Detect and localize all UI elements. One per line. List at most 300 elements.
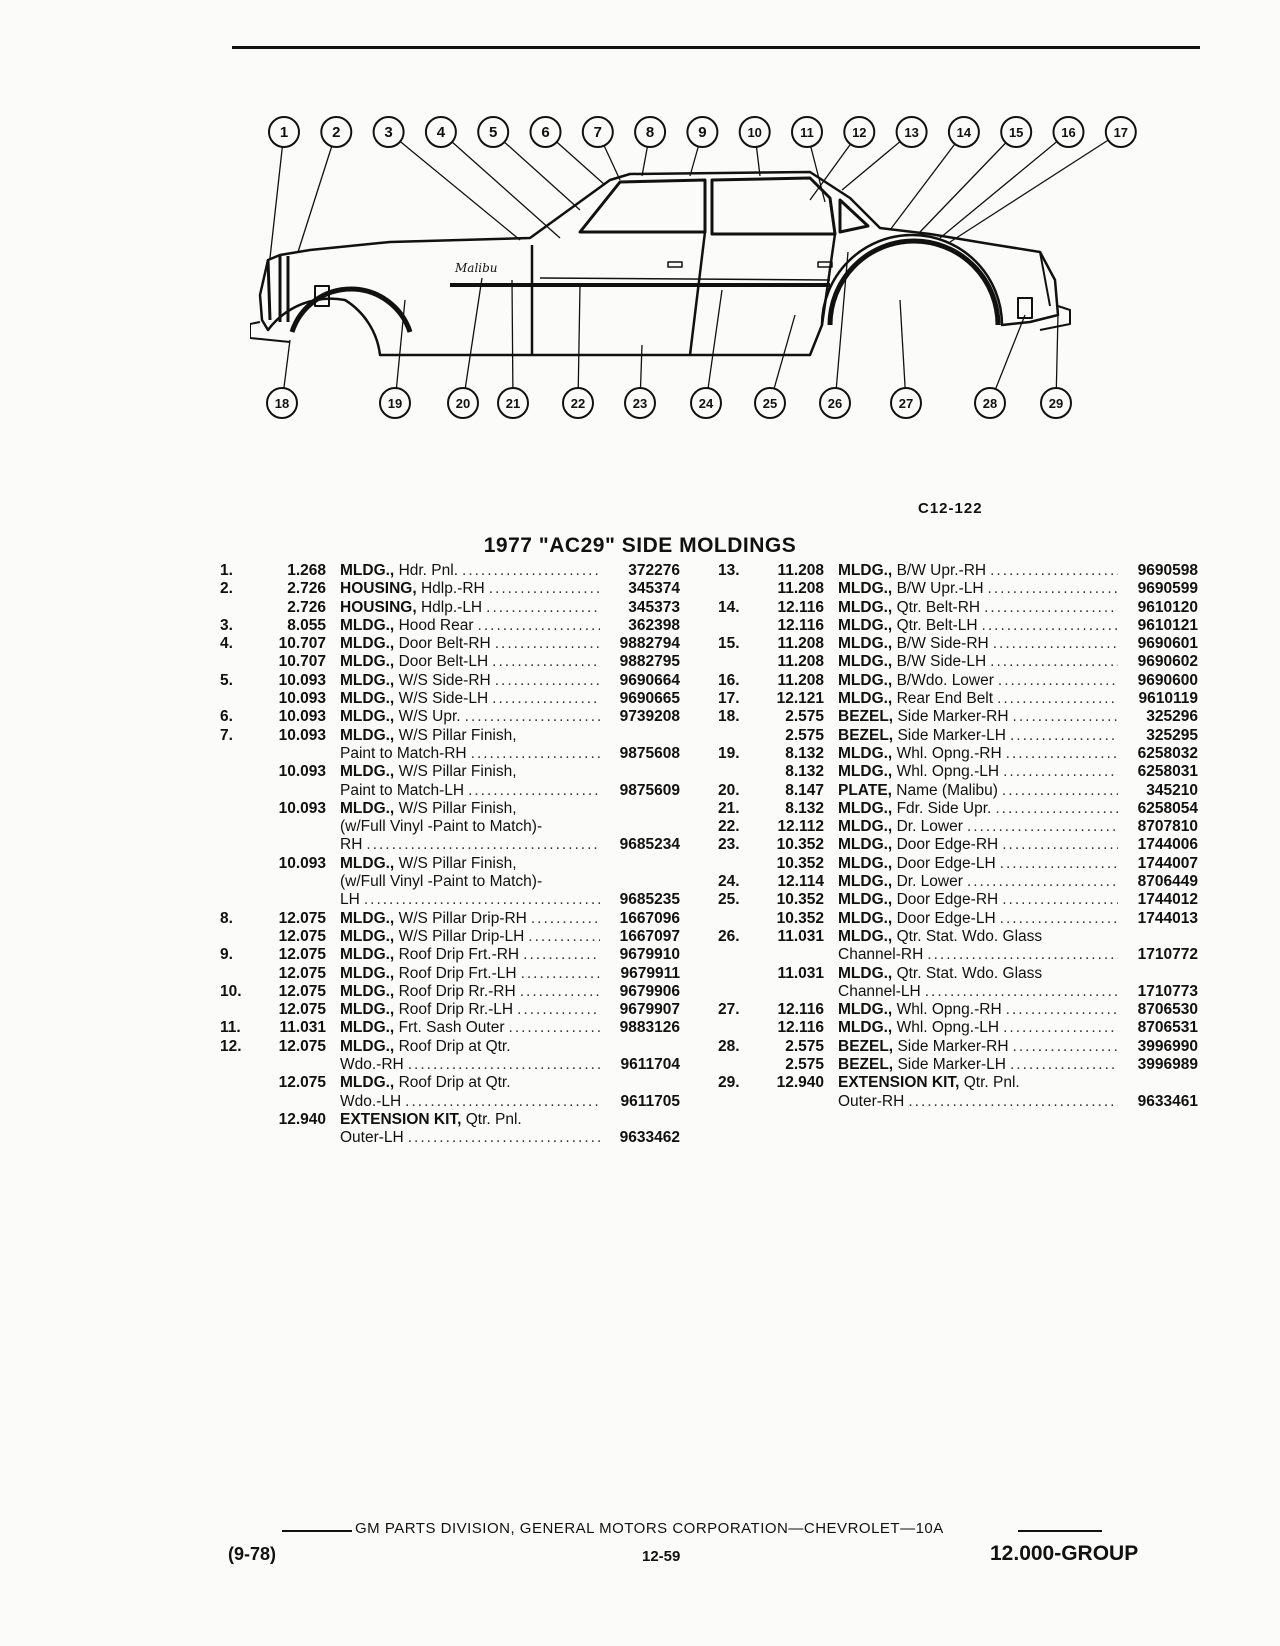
part-description: Channel-LH (838, 982, 921, 1000)
part-name: MLDG., (838, 854, 893, 872)
parts-row (220, 1093, 680, 1111)
dot-leader (520, 983, 600, 1001)
dot-leader (908, 1093, 1118, 1111)
callout-label: 24 (698, 396, 714, 411)
part-description: W/S Upr. (398, 708, 461, 726)
dot-leader (995, 800, 1118, 818)
part-name: MLDG., (340, 1037, 395, 1055)
part-name: MLDG., (340, 982, 395, 1000)
callout-label: 22 (570, 396, 586, 411)
leader-line (890, 132, 964, 230)
part-number: 345210 (1146, 781, 1198, 799)
item-number: 2. (220, 580, 233, 598)
callout-label: 29 (1048, 396, 1064, 411)
callout-label: 13 (904, 125, 919, 140)
part-name: HOUSING, (340, 580, 417, 598)
part-name-bold (340, 690, 394, 708)
part-number: 3996990 (1137, 1037, 1198, 1055)
callout-label: 17 (1113, 125, 1129, 140)
dot-leader (982, 617, 1118, 635)
footer-date: (9-78) (228, 1544, 277, 1564)
parts-row (220, 580, 680, 598)
item-number: 11. (220, 1019, 241, 1037)
part-name: MLDG., (340, 927, 395, 945)
parts-row (718, 910, 1198, 928)
part-number: 9875608 (619, 744, 680, 762)
part-description: RH (340, 836, 363, 854)
part-number: 6258054 (1137, 799, 1198, 817)
part-number: 8706531 (1137, 1019, 1198, 1037)
part-name: MLDG., (838, 836, 893, 854)
item-number: 21. (718, 799, 740, 817)
group-number: 2.575 (785, 726, 824, 744)
group-number: 2.575 (785, 708, 824, 726)
group-number: 8.132 (785, 744, 824, 762)
part-description: W/S Side-RH (398, 671, 491, 689)
parts-row (220, 873, 680, 891)
leader-line (706, 290, 722, 403)
group-number: 10.093 (278, 854, 326, 872)
group-number: 10.352 (776, 891, 824, 909)
part-name-bold (340, 562, 394, 580)
dot-leader (998, 672, 1118, 690)
part-number: 9685234 (619, 836, 680, 854)
item-number: 22. (718, 818, 740, 836)
part-description: Outer-RH (838, 1092, 905, 1110)
item-number: 20. (718, 781, 740, 799)
item-number: 5. (220, 671, 233, 689)
part-name: MLDG., (340, 671, 395, 689)
parts-row (718, 800, 1198, 818)
part-number: 9690664 (619, 671, 680, 689)
part-description: Qtr. Stat. Wdo. Glass (896, 927, 1043, 945)
part-name-bold (838, 928, 892, 946)
item-number: 29. (718, 1074, 740, 1092)
parts-row (220, 836, 680, 854)
group-number: 12.075 (278, 1074, 326, 1092)
group-number: 12.075 (278, 964, 326, 982)
part-description: Whl. Opng.-LH (896, 1019, 1000, 1037)
part-name: MLDG., (340, 1074, 395, 1092)
part-description: Roof Drip Rr.-RH (398, 982, 516, 1000)
part-description: B/W Upr.-LH (896, 580, 984, 598)
callout-label: 6 (541, 124, 550, 141)
part-name-bold (340, 580, 417, 598)
part-description: Side Marker-RH (897, 1037, 1009, 1055)
dot-leader (492, 653, 600, 671)
parts-row (220, 1129, 680, 1147)
item-number: 1. (220, 562, 233, 579)
dot-leader (468, 782, 600, 800)
dot-leader (1013, 708, 1118, 726)
part-description: Name (Malibu) (896, 781, 998, 799)
item-number: 13. (718, 562, 740, 579)
item-number: 14. (718, 598, 740, 616)
parts-row (718, 672, 1198, 690)
part-description: W/S Pillar Finish, (398, 854, 517, 872)
group-number: 10.707 (278, 653, 326, 671)
part-name-bold (340, 965, 394, 983)
part-name-bold (340, 672, 394, 690)
part-name-bold (838, 635, 892, 653)
part-description: B/W Side-RH (896, 635, 989, 653)
parts-row (718, 836, 1198, 854)
parts-row (718, 855, 1198, 873)
dot-leader (495, 672, 600, 690)
item-number: 16. (718, 671, 740, 689)
parts-row (220, 910, 680, 928)
item-number: 8. (220, 909, 233, 927)
item-number: 27. (718, 1001, 740, 1019)
group-number: 12.075 (278, 982, 326, 1000)
part-name: MLDG., (838, 562, 893, 579)
part-description: Door Edge-LH (896, 854, 996, 872)
part-description: Wdo.-LH (340, 1092, 402, 1110)
part-description: Rear End Belt (896, 690, 994, 708)
leader-line (950, 132, 1121, 242)
part-description: Roof Drip Rr.-LH (398, 1001, 514, 1019)
part-description: W/S Pillar Finish, (398, 763, 517, 781)
part-name: MLDG., (340, 616, 395, 634)
part-description: Dr. Lower (896, 818, 963, 836)
part-number: 6258031 (1137, 763, 1198, 781)
part-number: 1744007 (1137, 854, 1198, 872)
part-description: B/W Upr.-RH (896, 562, 987, 579)
part-number: 1667096 (619, 909, 680, 927)
dot-leader (1006, 1001, 1118, 1019)
part-name-bold (838, 653, 892, 671)
callout-label: 9 (698, 124, 707, 141)
part-number: 9690665 (619, 690, 680, 708)
top-rule (232, 46, 1200, 49)
callout-label: 4 (436, 124, 446, 141)
parts-row (718, 599, 1198, 617)
group-number: 2.575 (785, 1056, 824, 1074)
part-description: LH (340, 891, 360, 909)
parts-row (220, 800, 680, 818)
part-name-bold (340, 946, 394, 964)
part-number: 1744006 (1137, 836, 1198, 854)
dot-leader (1002, 782, 1118, 800)
group-number: 12.116 (777, 1019, 824, 1037)
part-name-bold (340, 635, 394, 653)
part-name-bold (838, 617, 892, 635)
malibu-script: Malibu (455, 261, 498, 275)
group-number: 12.075 (278, 946, 326, 964)
part-number: 9679910 (619, 946, 680, 964)
parts-row (718, 745, 1198, 763)
part-number: 8706449 (1137, 873, 1198, 891)
part-description: Roof Drip at Qtr. (398, 1037, 511, 1055)
group-number: 12.075 (278, 909, 326, 927)
part-name: EXTENSION KIT, (340, 1110, 462, 1128)
parts-row (718, 818, 1198, 836)
dot-leader (471, 745, 600, 763)
part-description: Door Belt-RH (398, 635, 491, 653)
parts-row (718, 1038, 1198, 1056)
part-description: Hood Rear (398, 616, 474, 634)
dot-leader (531, 910, 600, 928)
part-name: MLDG., (340, 653, 395, 671)
dot-leader (465, 708, 600, 726)
group-number: 12.075 (278, 1037, 326, 1055)
callout-label: 20 (455, 396, 471, 411)
figure-code: C12-122 (918, 500, 983, 517)
part-name-bold (838, 855, 892, 873)
part-description: Outer-LH (340, 1129, 404, 1147)
part-number: 3996989 (1137, 1056, 1198, 1074)
callout-label: 2 (332, 124, 341, 141)
part-name: MLDG., (838, 818, 893, 836)
part-description: (w/Full Vinyl -Paint to Match)- (340, 818, 543, 836)
part-description: W/S Pillar Finish, (398, 726, 517, 744)
parts-row (220, 690, 680, 708)
parts-row (220, 635, 680, 653)
dot-leader (517, 1001, 600, 1019)
callout-label: 15 (1008, 125, 1024, 140)
leader-line (940, 132, 1069, 238)
dot-leader (1002, 891, 1118, 909)
group-number: 8.147 (785, 781, 824, 799)
group-number: 12.116 (777, 1001, 824, 1019)
part-number: 9610120 (1137, 598, 1198, 616)
part-number: 6258032 (1137, 744, 1198, 762)
group-number: 10.093 (278, 671, 326, 689)
callout-label: 28 (982, 396, 998, 411)
dot-leader (1006, 745, 1118, 763)
part-name: MLDG., (340, 964, 395, 982)
part-name: HOUSING, (340, 598, 417, 616)
parts-row (220, 745, 680, 763)
leader-line (578, 285, 580, 403)
parts-row (718, 1001, 1198, 1019)
part-name-bold (838, 818, 892, 836)
part-number: 9882795 (619, 653, 680, 671)
part-description: Roof Drip Frt.-RH (398, 946, 520, 964)
part-number: 9685235 (619, 891, 680, 909)
item-number: 9. (220, 946, 233, 964)
item-number: 10. (220, 982, 242, 1000)
part-number: 345373 (628, 598, 680, 616)
item-number: 17. (718, 690, 740, 708)
group-number: 11.208 (777, 671, 824, 689)
dot-leader (528, 928, 600, 946)
part-name: MLDG., (340, 763, 395, 781)
group-number: 12.116 (777, 598, 824, 616)
part-name: MLDG., (838, 799, 893, 817)
part-name: MLDG., (838, 653, 893, 671)
dot-leader (462, 562, 600, 580)
item-number: 7. (220, 726, 233, 744)
part-name-bold (838, 873, 892, 891)
callout-label: 16 (1061, 125, 1076, 140)
part-number: 9882794 (619, 635, 680, 653)
part-name-bold (340, 599, 417, 617)
parts-row (220, 891, 680, 909)
part-name: BEZEL, (838, 1037, 894, 1055)
part-name: BEZEL, (838, 708, 894, 726)
parts-row (718, 763, 1198, 781)
part-name: PLATE, (838, 781, 892, 799)
part-name-bold (838, 562, 892, 580)
part-name: MLDG., (340, 1001, 395, 1019)
part-name: MLDG., (838, 763, 893, 781)
parts-row (718, 946, 1198, 964)
group-number: 12.114 (777, 873, 824, 891)
parts-row (220, 855, 680, 873)
part-number: 325295 (1146, 726, 1198, 744)
footer-rule-right (1018, 1530, 1102, 1532)
part-name-bold (838, 782, 892, 800)
part-name-bold (340, 727, 394, 745)
parts-row (718, 1093, 1198, 1111)
part-number: 9679911 (620, 964, 680, 982)
dot-leader (925, 983, 1118, 1001)
item-number: 28. (718, 1037, 740, 1055)
part-name: BEZEL, (838, 1056, 894, 1074)
dot-leader (495, 635, 600, 653)
dot-leader (1010, 727, 1118, 745)
parts-row (220, 708, 680, 726)
part-description: W/S Side-LH (398, 690, 489, 708)
group-number: 10.352 (776, 854, 824, 872)
item-number: 25. (718, 891, 740, 909)
part-name-bold (340, 653, 394, 671)
dot-leader (967, 873, 1118, 891)
part-name-bold (340, 910, 394, 928)
callout-label: 3 (384, 124, 393, 141)
item-number: 3. (220, 616, 233, 634)
part-description: Side Marker-RH (897, 708, 1009, 726)
parts-row (220, 1056, 680, 1074)
part-number: 9611705 (620, 1092, 680, 1110)
part-name-bold (340, 983, 394, 1001)
part-name: MLDG., (340, 690, 395, 708)
group-number: 12.121 (776, 690, 824, 708)
parts-row (220, 1111, 680, 1129)
part-description: Paint to Match-RH (340, 744, 467, 762)
part-number: 1744012 (1137, 891, 1198, 909)
callout-label: 27 (898, 396, 914, 411)
callout-label: 8 (645, 124, 655, 141)
group-number: 11.031 (777, 964, 824, 982)
page-title: 1977 "AC29" SIDE MOLDINGS (483, 534, 797, 557)
part-number: 9690600 (1137, 671, 1198, 689)
part-description: Dr. Lower (896, 873, 963, 891)
group-number: 8.132 (785, 763, 824, 781)
group-number: 10.352 (776, 836, 824, 854)
parts-row (718, 635, 1198, 653)
group-number: 10.352 (776, 909, 824, 927)
part-number: 9739208 (619, 708, 680, 726)
dot-leader (1003, 763, 1118, 781)
group-number: 1.268 (287, 562, 326, 579)
part-name-bold (838, 1038, 893, 1056)
part-description: Channel-RH (838, 946, 924, 964)
group-number: 2.726 (287, 598, 326, 616)
group-number: 11.031 (777, 927, 824, 945)
group-number: 12.116 (777, 616, 824, 634)
part-description: W/S Pillar Drip-RH (398, 909, 527, 927)
group-number: 12.075 (278, 927, 326, 945)
parts-row (220, 782, 680, 800)
part-description: Qtr. Pnl. (465, 1110, 522, 1128)
part-number: 9610121 (1137, 616, 1198, 634)
part-description: Whl. Opng.-RH (896, 744, 1002, 762)
leader-line (441, 132, 560, 238)
callout-label: 10 (747, 125, 762, 140)
item-number: 23. (718, 836, 740, 854)
callout-label: 19 (387, 396, 403, 411)
parts-row (718, 708, 1198, 726)
part-name-bold (838, 1056, 893, 1074)
group-number: 10.093 (278, 763, 326, 781)
item-number: 4. (220, 635, 233, 653)
part-description: Door Edge-RH (896, 891, 999, 909)
parts-row (718, 965, 1198, 983)
parts-row (718, 1019, 1198, 1037)
parts-row (220, 1019, 680, 1037)
parts-row (718, 928, 1198, 946)
part-name-bold (340, 855, 394, 873)
part-description: Frt. Sash Outer (398, 1019, 505, 1037)
part-name-bold (838, 708, 893, 726)
part-name: MLDG., (838, 927, 893, 945)
part-description: Hdlp.-LH (420, 598, 483, 616)
dot-leader (997, 690, 1118, 708)
dot-leader (984, 599, 1118, 617)
part-name-bold (340, 617, 394, 635)
parts-list-right (718, 562, 1198, 1111)
part-name-bold (838, 800, 892, 818)
part-name-bold (340, 1038, 394, 1056)
parts-row (220, 965, 680, 983)
dot-leader (1000, 910, 1118, 928)
group-number: 10.093 (278, 708, 326, 726)
dot-leader (366, 836, 600, 854)
item-number: 6. (220, 708, 233, 726)
part-description: Side Marker-LH (897, 726, 1006, 744)
part-description: Door Edge-LH (896, 909, 996, 927)
group-number: 11.208 (777, 635, 824, 653)
part-name-bold (838, 910, 892, 928)
part-number: 9610119 (1138, 690, 1198, 708)
part-name-bold (838, 727, 893, 745)
parts-row (718, 580, 1198, 598)
dot-leader (405, 1093, 600, 1111)
part-name: MLDG., (838, 1019, 893, 1037)
callout-label: 7 (593, 124, 602, 141)
part-name-bold (340, 1019, 394, 1037)
part-name: MLDG., (838, 891, 893, 909)
dot-leader (993, 635, 1118, 653)
part-name: MLDG., (838, 1001, 893, 1019)
dot-leader (1013, 1038, 1118, 1056)
group-number: 12.940 (278, 1110, 326, 1128)
parts-row (220, 562, 680, 580)
part-name: MLDG., (340, 562, 395, 579)
part-number: 9633461 (1137, 1092, 1198, 1110)
parts-row (718, 690, 1198, 708)
part-description: Door Belt-LH (398, 653, 489, 671)
part-name-bold (838, 599, 892, 617)
part-name-bold (340, 800, 394, 818)
part-name-bold (838, 836, 892, 854)
parts-row (220, 946, 680, 964)
part-name-bold (838, 1001, 892, 1019)
parts-row (718, 653, 1198, 671)
part-name: MLDG., (340, 635, 395, 653)
